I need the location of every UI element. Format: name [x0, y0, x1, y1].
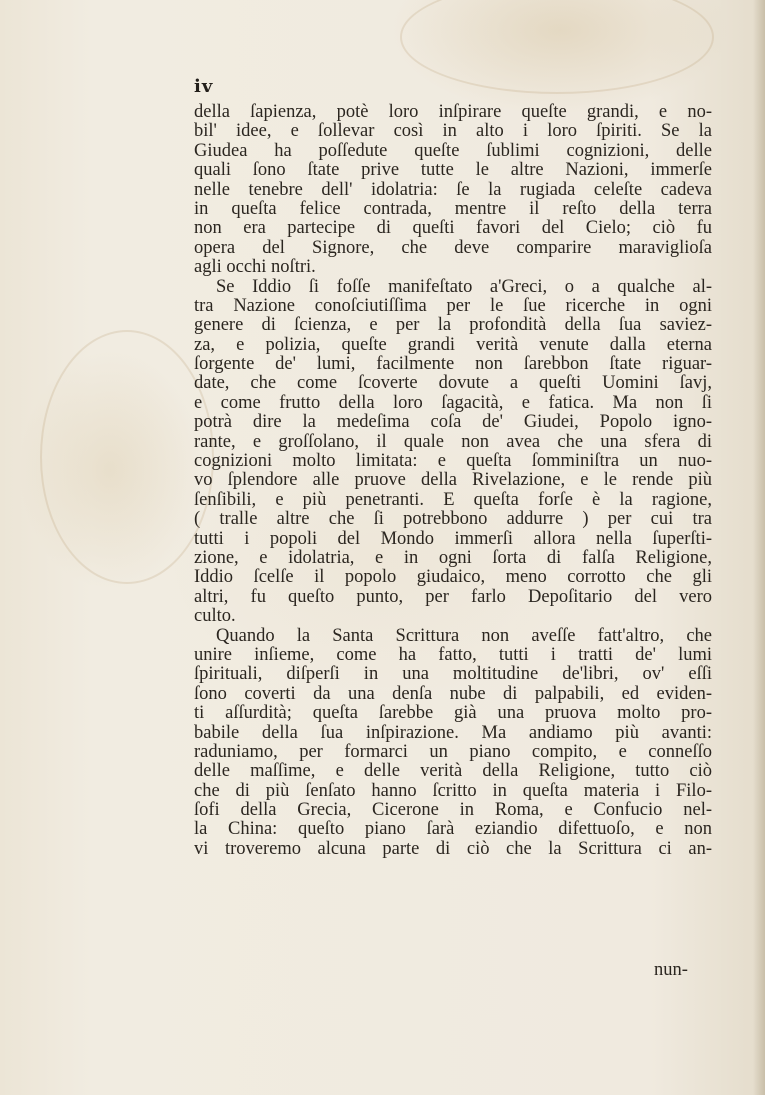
text-line: quali ſono ſtate prive tutte le altre Nazioni, immerſe — [194, 160, 712, 181]
text-line: ſofi della Grecia, Cicerone in Roma, e Confucio nel- — [194, 800, 712, 821]
text-line: tutti i popoli del Mondo immerſi allora nella ſuperſti- — [194, 528, 712, 549]
text-line: la China: queſto piano ſarà eziandio difettuoſo, e non — [194, 819, 712, 840]
text-line: vo ſplendore alle pruove della Rivelazione, e le rende più — [194, 470, 712, 491]
page-edge-shadow — [753, 0, 765, 1095]
water-stain — [400, 0, 714, 94]
text-line: e come frutto della loro ſagacità, e fatica. Ma non ſi — [194, 392, 712, 413]
text-line: bil' idee, e ſollevar così in alto i loro ſpiriti. Se la — [194, 121, 712, 142]
text-line: ſono coverti da una denſa nube di palpabili, ed eviden- — [194, 683, 712, 704]
water-stain — [40, 330, 214, 584]
text-line: agli occhi noſtri. — [194, 257, 316, 278]
text-line: rante, e groſſolano, il quale non avea che una sfera di — [194, 431, 712, 452]
text-line: zione, e idolatria, e in ogni ſorta di falſa Religione, — [194, 547, 712, 568]
text-line: tra Nazione conoſciutiſſima per le ſue ricerche in ogni — [194, 295, 712, 316]
text-line: della ſapienza, potè loro inſpirare queſte grandi, e no- — [194, 102, 712, 122]
text-line: date, che come ſcoverte dovute a queſti Uomini ſavj, — [194, 373, 712, 394]
text-line: genere di ſcienza, e per la profondità della ſua saviez- — [194, 315, 712, 336]
text-line: unire inſieme, come ha fatto, tutti i tratti de' lumi — [194, 644, 712, 665]
text-line: in queſta felice contrada, mentre il reſto della terra — [194, 198, 712, 219]
text-line: Iddio ſcelſe il popolo giudaico, meno corrotto che gli — [194, 567, 712, 588]
text-line: ſenſibili, e più penetranti. E queſta forſe è la ragione, — [194, 489, 712, 510]
text-line: delle maſſime, e delle verità della Religione, tutto ciò — [194, 761, 712, 782]
text-line: ( tralle altre che ſi potrebbono addurre ) per cui tra — [194, 509, 712, 530]
text-line: nelle tenebre dell' idolatria: ſe la rugiada celeſte cadeva — [194, 179, 712, 200]
text-line: che di più ſenſato hanno ſcritto in queſta materia i Filo- — [194, 780, 712, 801]
text-line: raduniamo, per formarci un piano compito, e conneſſo — [194, 741, 712, 762]
text-line: altri, fu queſto punto, per farlo Depoſitario del vero — [194, 586, 712, 607]
text-line: opera del Signore, che deve comparire maraviglioſa — [194, 237, 712, 258]
text-line: ſpirituali, diſperſi in una moltitudine de'libri, ov' eſſi — [194, 664, 712, 685]
text-line: za, e polizia, queſte grandi verità venute dalla eterna — [194, 334, 712, 355]
text-line: babile della ſua inſpirazione. Ma andiamo più avanti: — [194, 722, 712, 743]
text-line: Se Iddio ſi foſſe manifeſtato a'Greci, o a qualche al- — [216, 276, 712, 297]
body-text — [194, 103, 712, 859]
text-line: vi troveremo alcuna parte di ciò che la Scrittura ci an- — [194, 838, 712, 859]
page-number: iv — [194, 76, 214, 97]
text-line: ſorgente de' lumi, facilmente non ſarebbon ſtate riguar- — [194, 354, 712, 375]
catchword: nun- — [654, 960, 688, 980]
text-line: potrà dire la medeſima coſa de' Giudei, Popolo igno- — [194, 412, 712, 433]
text-line: ti aſſurdità; queſta ſarebbe già una pruova molto pro- — [194, 703, 712, 724]
text-line: Quando la Santa Scrittura non aveſſe fatt'altro, che — [216, 625, 712, 646]
text-line: non era partecipe di queſti favori del Cielo; ciò fu — [194, 218, 712, 239]
text-line: cognizioni molto limitata: e queſta ſomminiſtra un nuo- — [194, 451, 712, 472]
text-line: Giudea ha poſſedute queſte ſublimi cognizioni, delle — [194, 140, 712, 161]
text-line: culto. — [194, 606, 236, 627]
